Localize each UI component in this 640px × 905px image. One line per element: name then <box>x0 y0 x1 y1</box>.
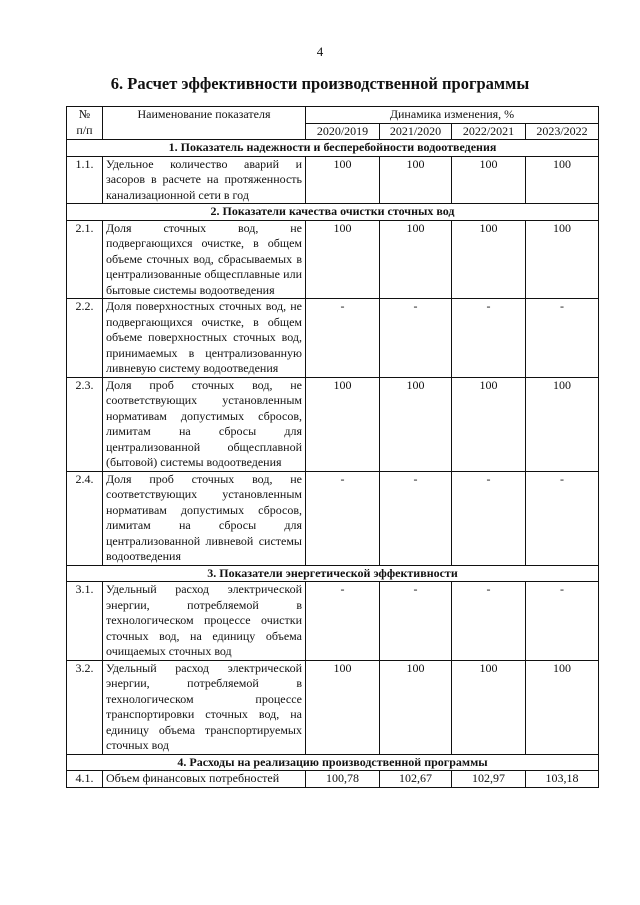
value-cell: 100 <box>452 377 526 471</box>
value-cell: 100 <box>526 156 599 204</box>
value-cell: - <box>452 471 526 565</box>
table-row <box>67 220 599 299</box>
row-number: 2.4. <box>67 471 103 565</box>
value-cell: 100 <box>452 156 526 204</box>
indicator-name: Объем финансовых потребностей <box>103 771 306 788</box>
page-title: 6. Расчет эффективности производственной программы <box>110 74 530 93</box>
indicator-name: Удельное количество аварий и засоров в расчете на протяженность канализационной сети в год <box>103 156 306 204</box>
value-cell: 100 <box>306 220 380 299</box>
table-row <box>67 660 599 754</box>
value-cell: 100 <box>306 156 380 204</box>
value-cell: 102,67 <box>380 771 452 788</box>
section-title: 3. Показатели энергетической эффективности <box>67 565 599 582</box>
section-row <box>67 754 599 771</box>
value-cell: - <box>452 299 526 378</box>
table-row <box>67 471 599 565</box>
value-cell: 100 <box>526 377 599 471</box>
section-row <box>67 140 599 157</box>
header-row-1 <box>67 107 599 124</box>
value-cell: 100 <box>306 377 380 471</box>
row-number: 3.2. <box>67 660 103 754</box>
value-cell: - <box>452 582 526 661</box>
value-cell: - <box>380 299 452 378</box>
value-cell: 100,78 <box>306 771 380 788</box>
row-number: 2.3. <box>67 377 103 471</box>
section-title: 2. Показатели качества очистки сточных вод <box>67 204 599 221</box>
value-cell: - <box>306 299 380 378</box>
indicator-name: Удельный расход электрической энергии, потребляемой в технологическом процессе очистки сточных вод, на единицу объема очищаемых сточных вод <box>103 582 306 661</box>
value-cell: 100 <box>380 220 452 299</box>
table-row <box>67 377 599 471</box>
table-row <box>67 299 599 378</box>
section-title: 1. Показатель надежности и бесперебойности водоотведения <box>67 140 599 157</box>
value-cell: - <box>526 471 599 565</box>
value-cell: 100 <box>526 660 599 754</box>
indicator-name: Доля поверхностных сточных вод, не подвергающихся очистке, в общем объеме поверхностных сточных вод, принимаемых в централизованную ливневую систему водоотведения <box>103 299 306 378</box>
value-cell: 100 <box>452 660 526 754</box>
table-row <box>67 771 599 788</box>
header-year: 2020/2019 <box>306 123 380 140</box>
indicator-name: Удельный расход электрической энергии, потребляемой в технологическом процессе транспортировки сточных вод, на единицу объема транспортируемых сточных вод <box>103 660 306 754</box>
page-number: 4 <box>316 44 324 59</box>
indicator-name: Доля сточных вод, не подвергающихся очистке, в общем объеме сточных вод, сбрасываемых в централизованные общесплавные или бытовые системы водоотведения <box>103 220 306 299</box>
row-number: 2.1. <box>67 220 103 299</box>
value-cell: - <box>306 471 380 565</box>
value-cell: - <box>380 582 452 661</box>
section-title: 4. Расходы на реализацию производственной программы <box>67 754 599 771</box>
value-cell: 100 <box>526 220 599 299</box>
header-name-col: Наименование показателя <box>103 107 306 140</box>
value-cell: 100 <box>380 156 452 204</box>
section-row <box>67 204 599 221</box>
value-cell: 103,18 <box>526 771 599 788</box>
header-num-line2: п/п <box>76 122 93 137</box>
table-row <box>67 156 599 204</box>
value-cell: - <box>380 471 452 565</box>
value-cell: - <box>306 582 380 661</box>
value-cell: 100 <box>380 377 452 471</box>
efficiency-table <box>66 106 599 788</box>
value-cell: 100 <box>380 660 452 754</box>
value-cell: 102,97 <box>452 771 526 788</box>
header-num-line1: № <box>78 107 91 121</box>
header-year: 2022/2021 <box>452 123 526 140</box>
table-row <box>67 582 599 661</box>
header-dynamics: Динамика изменения, % <box>306 107 599 124</box>
row-number: 4.1. <box>67 771 103 788</box>
indicator-name: Доля проб сточных вод, не соответствующих установленным нормативам допустимых сбросов, лимитам на сбросы для централизованной общесплавной (бытовой) системы водоотведения <box>103 377 306 471</box>
value-cell: - <box>526 299 599 378</box>
row-number: 1.1. <box>67 156 103 204</box>
row-number: 3.1. <box>67 582 103 661</box>
row-number: 2.2. <box>67 299 103 378</box>
header-num-col <box>67 107 103 140</box>
header-year: 2023/2022 <box>526 123 599 140</box>
indicator-name: Доля проб сточных вод, не соответствующих установленным нормативам допустимых сбросов, лимитам на сбросы для централизованной ливневой системы водоотведения <box>103 471 306 565</box>
table-body <box>67 107 599 788</box>
section-row <box>67 565 599 582</box>
value-cell: - <box>526 582 599 661</box>
header-year: 2021/2020 <box>380 123 452 140</box>
value-cell: 100 <box>452 220 526 299</box>
value-cell: 100 <box>306 660 380 754</box>
